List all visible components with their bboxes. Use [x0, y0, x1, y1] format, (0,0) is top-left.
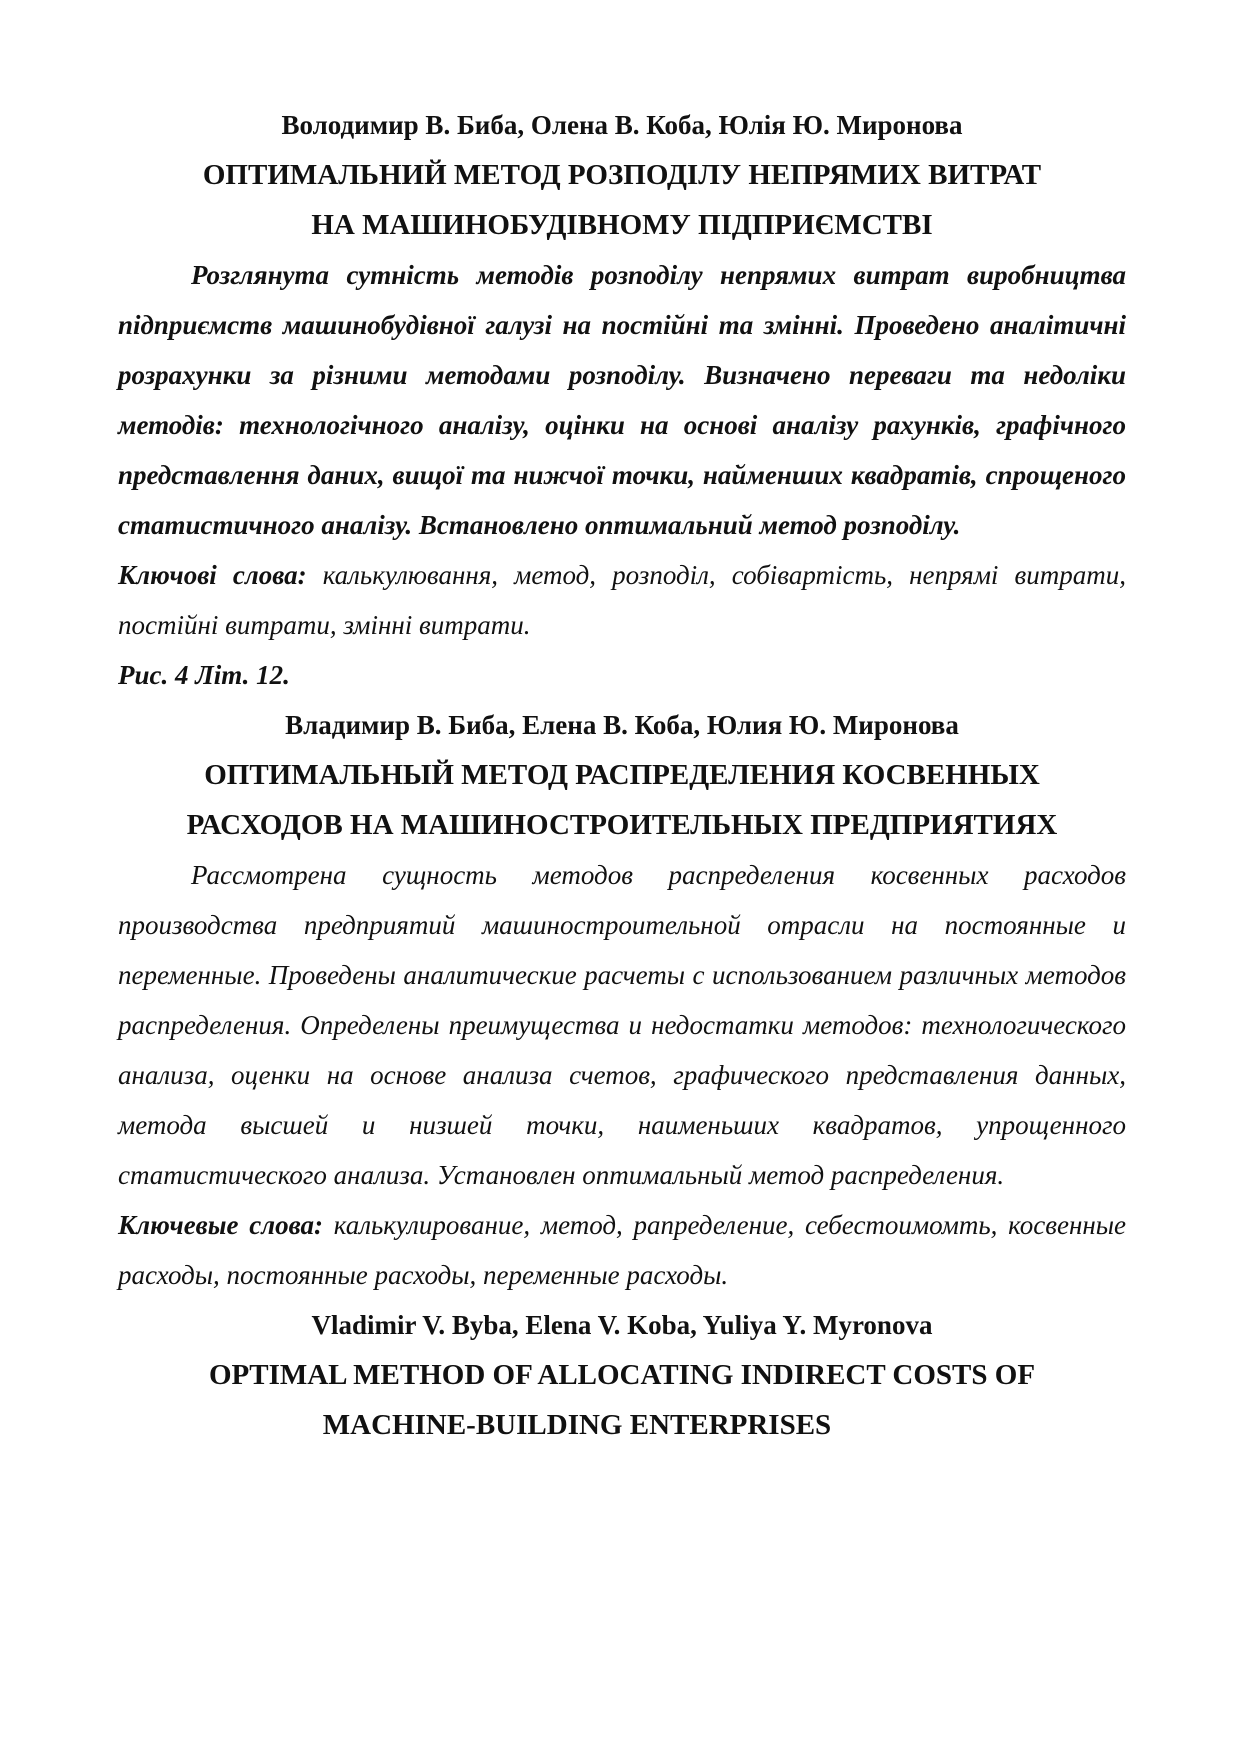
en-authors: Vladimir V. Byba, Elena V. Koba, Yuliya Y. Myronova [311, 1310, 933, 1340]
page-content [118, 100, 1126, 1450]
ru-authors: Владимир В. Биба, Елена В. Коба, Юлия Ю. Миронова [285, 710, 959, 740]
ua-title-line-2: НА МАШИНОБУДІВНОМУ ПІДПРИЄМСТВІ [311, 209, 933, 241]
english-abstract-section [118, 1300, 1126, 1450]
russian-abstract-section [118, 700, 1126, 1300]
ua-title-line-1: ОПТИМАЛЬНИЙ МЕТОД РОЗПОДІЛУ НЕПРЯМИХ ВИТРАТ [202, 159, 1042, 191]
en-title-line-1: OPTIMAL METHOD OF ALLOCATING INDIRECT COSTS OF [208, 1359, 1036, 1391]
ru-keywords-label: Ключевые слова: [118, 1210, 323, 1240]
ua-authors: Володимир В. Биба, Олена В. Коба, Юлія Ю. Миронова [281, 110, 963, 140]
ukrainian-abstract-section [118, 100, 1126, 700]
ru-title-line-1: ОПТИМАЛЬНЫЙ МЕТОД РАСПРЕДЕЛЕНИЯ КОСВЕННЫХ [204, 759, 1040, 791]
ua-keywords [118, 550, 1126, 650]
ua-keywords-text: калькулювання, метод, розподіл, собівартість, непрямі витрати, постійні витрати, змінні витрати. [118, 560, 1126, 640]
ru-keywords [118, 1200, 1126, 1300]
en-title-line-2: MACHINE-BUILDING ENTERPRISES [322, 1409, 832, 1441]
ua-keywords-label: Ключові слова: [118, 560, 307, 590]
ru-title-line-2: РАСХОДОВ НА МАШИНОСТРОИТЕЛЬНЫХ ПРЕДПРИЯТИЯХ [186, 809, 1058, 841]
ua-figure-references: Рис. 4 Літ. 12. [118, 660, 290, 690]
ru-keywords-text: калькулирование, метод, рапределение, себестоимомть, косвенные расходы, постоянные расходы, переменные расходы. [118, 1210, 1127, 1290]
ru-abstract: Рассмотрена сущность методов распределения косвенных расходов производства предприятий машиностроительной отрасли на постоянные и переменные. Проведены аналитические расчеты с использованием различных методов распределения. Определены преимущества и недостатки методов: технологического анализа, оценки на основе анализа счетов, графического представления данных, метода высшей и низшей точки, наименьших квадратов, упрощенного статистического анализа. Установлен оптимальный метод распределения. [118, 860, 1126, 1190]
ua-abstract: Розглянута сутність методів розподілу непрямих витрат виробництва підприємств машинобудівної галузі на постійні та змінні. Проведено аналітичні розрахунки за різними методами розподілу. Визначено переваги та недоліки методів: технологічного аналізу, оцінки на основі аналізу рахунків, графічного представлення даних, вищої та нижчої точки, найменших квадратів, спрощеного статистичного аналізу. Встановлено оптимальний метод розподілу. [118, 260, 1126, 540]
